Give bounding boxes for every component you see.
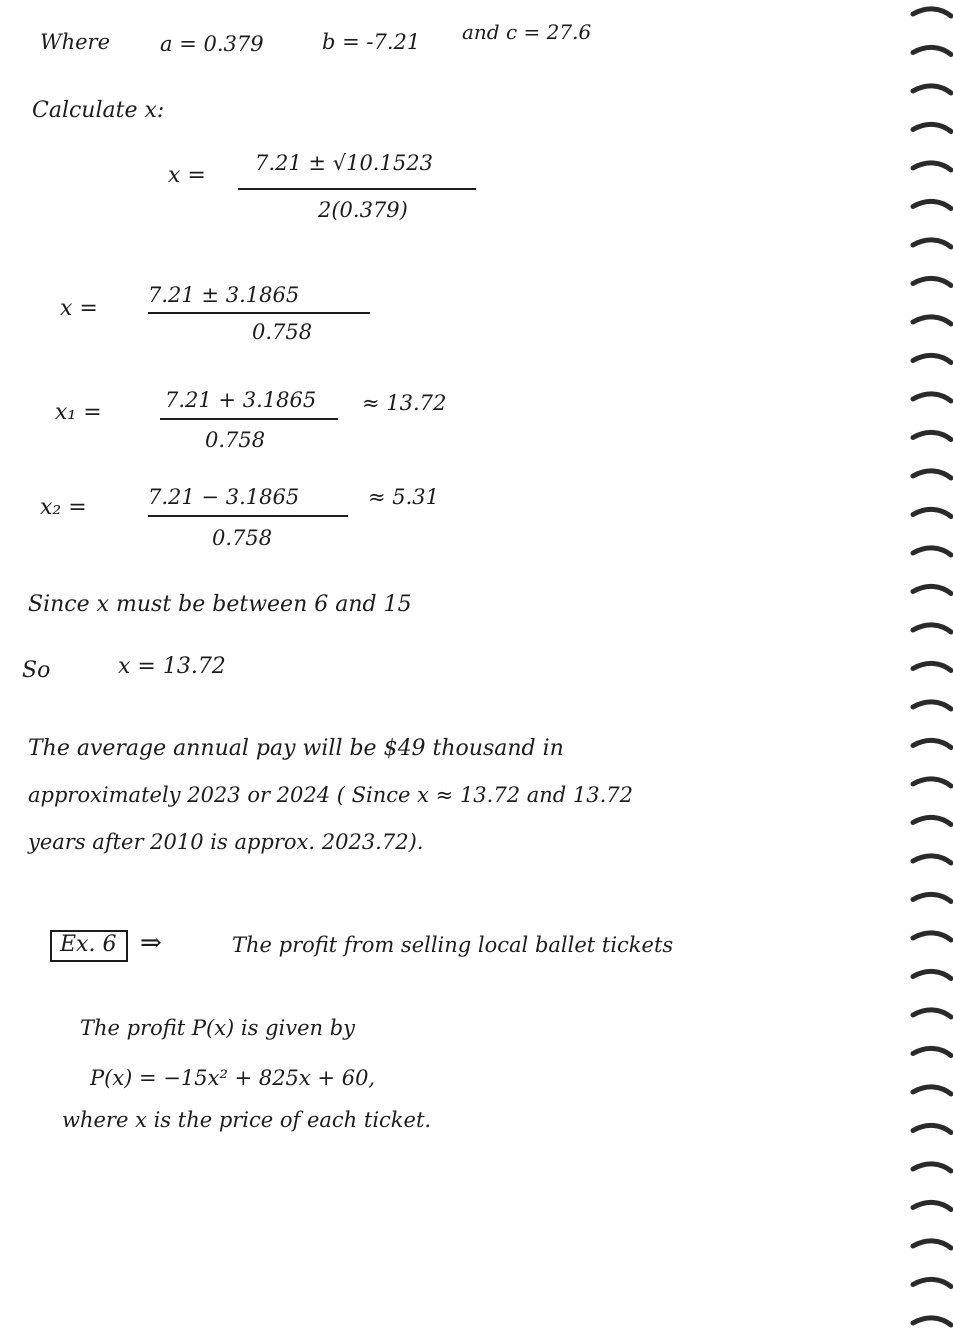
spiral-coil: [913, 317, 951, 324]
spiral-coil: [913, 1125, 951, 1132]
step1-lhs: x =: [168, 163, 206, 188]
example-label-box: Ex. 6: [50, 930, 128, 962]
spiral-coil: [913, 1164, 951, 1171]
spiral-coil: [913, 471, 951, 478]
example-title: The profit from selling local ballet tickets: [232, 933, 674, 957]
b-definition: b = -7.21: [322, 30, 421, 54]
step4-fraction-bar: [148, 515, 348, 517]
example-given: The profit P(x) is given by: [80, 1016, 356, 1040]
step3-denominator: 0.758: [205, 428, 266, 452]
spiral-coil: [913, 86, 951, 93]
spiral-coil: [913, 509, 951, 516]
spiral-coil: [913, 702, 951, 709]
spiral-coil: [913, 779, 951, 786]
conclusion-line-2: approximately 2023 or 2024 ( Since x ≈ 13.72 and 13.72: [28, 783, 634, 807]
step3-result: ≈ 13.72: [362, 391, 447, 415]
example-arrow-icon: ⇒: [140, 928, 162, 958]
a-definition: a = 0.379: [160, 32, 264, 56]
c-definition: and c = 27.6: [462, 20, 592, 44]
step2-numerator: 7.21 ± 3.1865: [148, 283, 300, 307]
step3-fraction-bar: [160, 418, 338, 420]
spiral-coil: [913, 9, 951, 16]
spiral-coil: [913, 240, 951, 247]
spiral-binding-icon: [905, 0, 953, 1332]
step1-denominator: 2(0.379): [318, 198, 408, 222]
spiral-coil: [913, 1318, 951, 1325]
answer-so: So: [22, 658, 51, 683]
step2-denominator: 0.758: [252, 320, 313, 344]
spiral-coil: [913, 625, 951, 632]
spiral-coil: [913, 47, 951, 54]
calculate-heading: Calculate x:: [32, 98, 165, 123]
spiral-coil: [913, 355, 951, 362]
example-where-line: where x is the price of each ticket.: [62, 1108, 432, 1132]
spiral-coil: [913, 163, 951, 170]
step4-denominator: 0.758: [212, 526, 273, 550]
spiral-coil: [913, 1202, 951, 1209]
step1-fraction-bar: [238, 188, 476, 190]
spiral-coil: [913, 432, 951, 439]
condition-statement: Since x must be between 6 and 15: [28, 592, 412, 617]
spiral-coil: [913, 894, 951, 901]
spiral-coil: [913, 548, 951, 555]
spiral-coil: [913, 740, 951, 747]
spiral-coil: [913, 1087, 951, 1094]
spiral-coil: [913, 856, 951, 863]
conclusion-line-3: years after 2010 is approx. 2023.72).: [28, 830, 424, 854]
spiral-coil: [913, 1010, 951, 1017]
step3-lhs: x₁ =: [55, 400, 102, 425]
step1-numerator: 7.21 ± √10.1523: [255, 151, 433, 175]
step4-numerator: 7.21 − 3.1865: [148, 485, 300, 509]
spiral-coil: [913, 1241, 951, 1248]
spiral-coil: [913, 201, 951, 208]
spiral-coil: [913, 124, 951, 131]
spiral-coil: [913, 933, 951, 940]
spiral-coil: [913, 663, 951, 670]
spiral-coil: [913, 394, 951, 401]
step4-lhs: x₂ =: [40, 495, 87, 520]
spiral-coil: [913, 1048, 951, 1055]
step4-result: ≈ 5.31: [368, 485, 440, 509]
spiral-coil: [913, 971, 951, 978]
step3-numerator: 7.21 + 3.1865: [165, 388, 317, 412]
spiral-coil: [913, 586, 951, 593]
conclusion-line-1: The average annual pay will be $49 thousand in: [28, 736, 564, 761]
spiral-coil: [913, 278, 951, 285]
answer-value: x = 13.72: [118, 654, 226, 679]
step2-lhs: x =: [60, 296, 98, 321]
step2-fraction-bar: [148, 312, 370, 314]
spiral-coil: [913, 1279, 951, 1286]
spiral-coil: [913, 817, 951, 824]
where-label: Where: [40, 30, 111, 54]
example-formula: P(x) = −15x² + 825x + 60,: [90, 1066, 376, 1090]
